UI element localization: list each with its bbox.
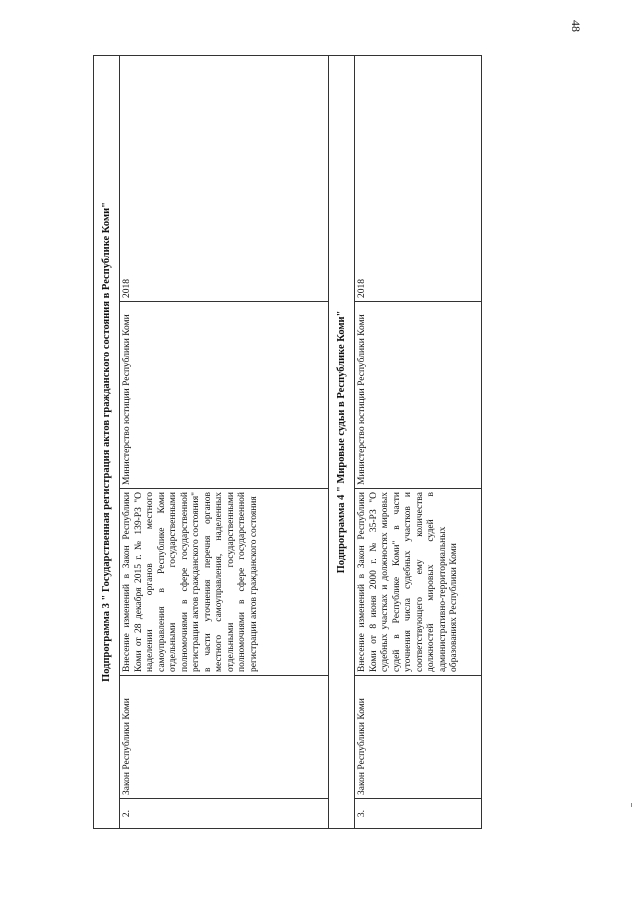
table-row bbox=[355, 55, 482, 828]
row-number: 2. bbox=[120, 799, 329, 829]
table-row bbox=[120, 55, 329, 828]
act-title: Внесение изменений в Закон Республики Коми от 28 декабря 2015 г. № 139-РЗ "О наделении органов местного самоуправления в Республике Коми отдельными государственными полномочиями в сфере государственной регистрации актов гражданского состояния" в части уточнения перечня органов местного самоуправления, наделенных отдельными государственными полномочиями в сфере государственной регистрации актов гражданского состояния bbox=[120, 489, 329, 676]
act-type: Закон Республики Коми bbox=[120, 676, 329, 799]
subprogram-4-header: Подпрограмма 4 " Мировые судьи в Республике Коми" bbox=[329, 55, 355, 828]
subprogram-4-header-row bbox=[329, 55, 355, 828]
legislation-plan-table bbox=[93, 55, 482, 829]
subprogram-3-header: Подпрограмма 3 " Государственная регистрация актов гражданского состояния в Республике Коми" bbox=[94, 55, 120, 828]
year: 2018 bbox=[120, 55, 329, 301]
act-type: Закон Республики Коми bbox=[355, 676, 482, 799]
page-number: 48 bbox=[569, 20, 583, 32]
act-title: Внесение изменений в Закон Республики Коми от 8 июня 2000 г. № 35-РЗ "О судебных участках и должностях мировых судей в Республике Коми" в части уточнения числа судебных участков и соответствующего ему количества должностей мировых судей в административно-территориальных образованиях Республики Коми bbox=[355, 489, 482, 676]
subprogram-3-header-row bbox=[94, 55, 120, 828]
responsible-body: Министерство юстиции Республики Коми bbox=[120, 302, 329, 489]
row-number: 3. bbox=[355, 799, 482, 829]
scan-mark bbox=[631, 803, 632, 807]
responsible-body: Министерство юстиции Республики Коми bbox=[355, 302, 482, 489]
year: 2018 bbox=[355, 55, 482, 301]
